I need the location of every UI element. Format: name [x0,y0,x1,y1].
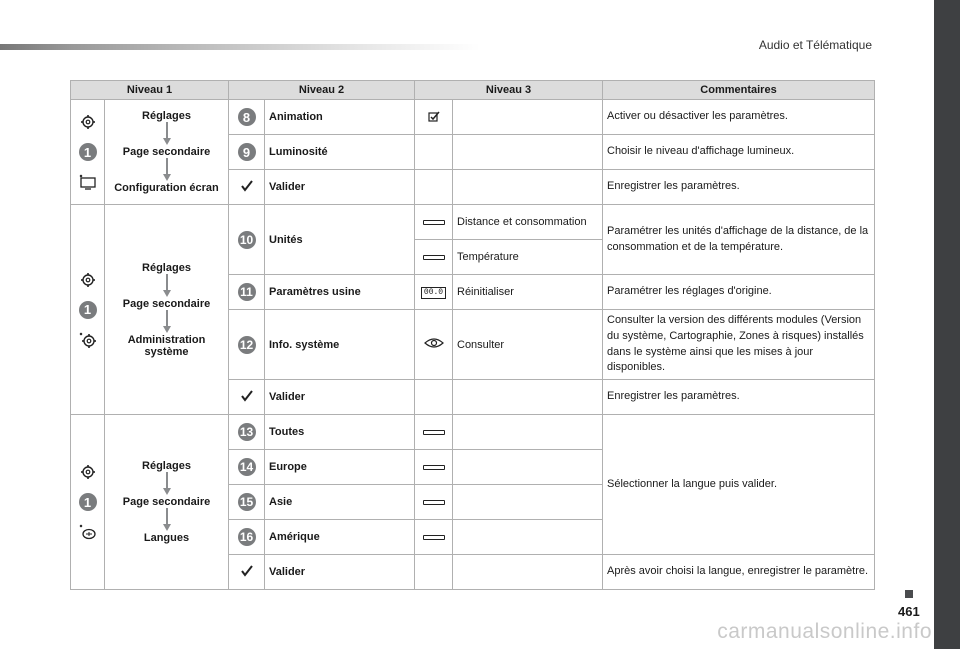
col-header-level1: Niveau 1 [71,81,229,100]
comment-text: Consulter la version des différents modules (Version du système, Cartographie, Zones à risques) installés dans le système ainsi que les mises à jour disponibles. [603,310,875,380]
level2-label: Valider [265,555,415,590]
group2-path [105,205,229,415]
level2-label: Unités [265,205,415,275]
page-marker [905,590,913,598]
path-step: Page secondaire [122,496,211,508]
level3-label: Distance et consommation [453,205,603,240]
level2-label: Amérique [265,520,415,555]
menu-number-badge: 1 [79,301,97,319]
path-step: Administration système [127,333,206,358]
group2-icons [71,205,105,415]
arrow-down-icon [163,508,171,532]
path-step: Page secondaire [122,146,211,158]
option-bar-icon [423,220,445,225]
language-icon [79,524,97,540]
level3-label [453,100,603,135]
item-number-badge: 8 [238,108,256,126]
checkmark-icon [241,180,253,192]
level2-label: Valider [265,170,415,205]
level2-label: Toutes [265,415,415,450]
level3-label: Température [453,240,603,275]
path-step: Réglages [142,261,191,274]
level2-label: Paramètres usine [265,275,415,310]
arrow-down-icon [163,310,171,334]
checkmark-icon [241,565,253,577]
item-number-badge: 9 [238,143,256,161]
comment-text: Activer ou désactiver les paramètres. [603,100,875,135]
level2-label: Info. système [265,310,415,380]
path-step: Page secondaire [122,297,211,310]
comment-text: Paramétrer les unités d'affichage de la distance, de la consommation et de la température. [603,205,875,275]
arrow-down-icon [163,274,171,298]
watermark-text: carmanualsonline.info [717,620,932,643]
reset-counter-icon: 00.0 [421,287,446,299]
item-number-badge: 15 [238,493,256,511]
col-header-level3: Niveau 3 [415,81,603,100]
page-number: 461 [898,604,920,619]
option-bar-icon [423,255,445,260]
screen-config-icon [79,174,97,190]
section-title: Audio et Télématique [758,38,872,52]
option-bar-icon [423,500,445,505]
path-step: Langues [143,532,190,544]
table-header-row [71,81,875,100]
level2-label: Europe [265,450,415,485]
group3-icons [71,415,105,590]
table-row [71,100,875,135]
side-strip [934,0,960,649]
col-header-comments: Commentaires [603,81,875,100]
group3-path [105,415,229,590]
comment-text: Enregistrer les paramètres. [603,170,875,205]
level3-label [453,380,603,415]
comment-text: Après avoir choisi la langue, enregistrer le paramètre. [603,555,875,590]
item-number-badge: 16 [238,528,256,546]
group1-path [105,100,229,205]
arrow-down-icon [163,158,171,182]
option-bar-icon [423,535,445,540]
level3-label [453,135,603,170]
system-admin-gear-icon [79,332,97,348]
option-bar-icon [423,430,445,435]
comment-text: Paramétrer les réglages d'origine. [603,275,875,310]
item-number-badge: 13 [238,423,256,441]
comment-text: Enregistrer les paramètres. [603,380,875,415]
arrow-down-icon [163,472,171,496]
level2-label: Asie [265,485,415,520]
level3-label: Consulter [453,310,603,380]
group1-icons [71,100,105,205]
path-step: Configuration écran [114,182,219,194]
item-number-badge: 14 [238,458,256,476]
level2-label: Valider [265,380,415,415]
path-step: Réglages [142,110,191,122]
level2-label: Animation [265,100,415,135]
level2-label: Luminosité [265,135,415,170]
checkbox-checked-icon [428,110,440,122]
settings-gear-icon [80,272,96,288]
checkmark-icon [241,390,253,402]
table-row [71,415,875,450]
item-number-badge: 11 [238,283,256,301]
item-number-badge: 10 [238,231,256,249]
eye-icon [424,337,444,349]
settings-gear-icon [80,114,96,130]
arrow-down-icon [163,122,171,146]
level3-label: Réinitialiser [453,275,603,310]
menu-number-badge: 1 [79,493,97,511]
item-number-badge: 12 [238,336,256,354]
menu-number-badge: 1 [79,143,97,161]
option-bar-icon [423,465,445,470]
header-gradient-bar [0,44,480,50]
level3-label [453,170,603,205]
comment-text: Sélectionner la langue puis valider. [603,415,875,555]
table-row [71,205,875,240]
col-header-level2: Niveau 2 [229,81,415,100]
path-step: Réglages [142,460,191,472]
settings-gear-icon [80,464,96,480]
settings-table [70,80,875,590]
comment-text: Choisir le niveau d'affichage lumineux. [603,135,875,170]
